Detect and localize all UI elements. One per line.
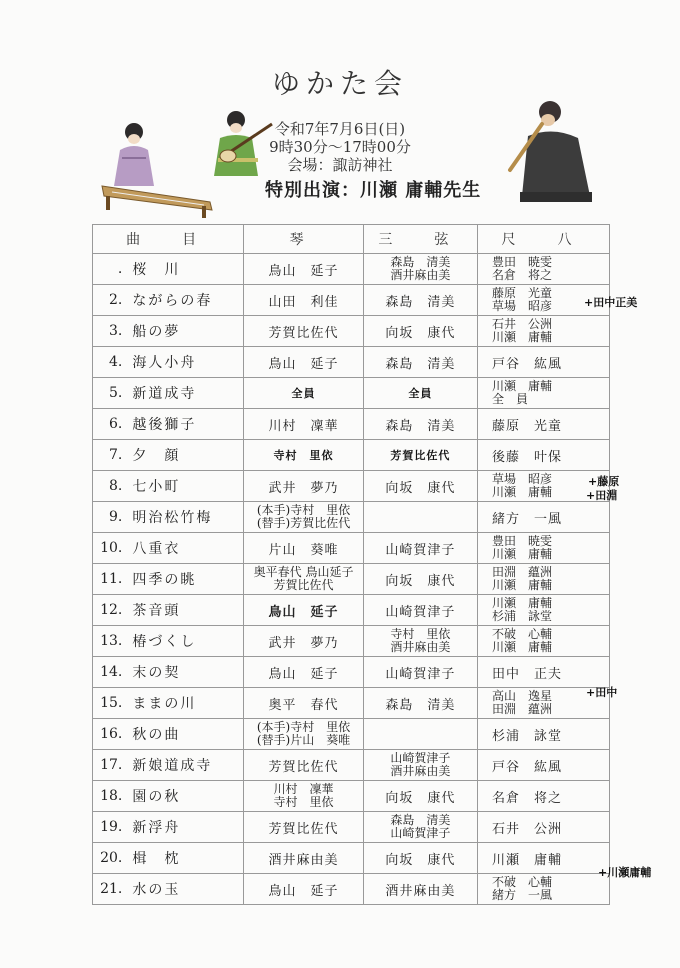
performer-name: 森島 清美 [385, 418, 456, 434]
row-number: 8. [93, 471, 127, 502]
koto-cell [244, 781, 363, 812]
shakuhachi-cell [478, 440, 610, 471]
row-number: 16. [93, 719, 127, 750]
special-guest: 特別出演：川瀬 庸輔先生 [265, 180, 482, 201]
song-title: 七小町 [126, 471, 244, 502]
page-title: ゆかた会 [271, 67, 408, 100]
performer-name: 石井 公洲 [492, 317, 553, 331]
shakuhachi-cell [478, 874, 610, 905]
song-title: 園の秋 [126, 781, 244, 812]
song-title: 椿づくし [126, 626, 244, 657]
row-number: 19. [93, 812, 127, 843]
row-number: 21. [93, 874, 127, 905]
song-title: 海人小舟 [126, 347, 244, 378]
koto-cell [244, 285, 363, 316]
row-number: 9. [93, 502, 127, 533]
song-title: 末の契 [126, 657, 244, 688]
shamisen-cell [363, 285, 477, 316]
song-title: 越後獅子 [126, 409, 244, 440]
performer-name: 後藤 叶保 [492, 449, 563, 465]
shakuhachi-cell [478, 347, 610, 378]
table-row [93, 812, 610, 843]
song-title: 新浮舟 [126, 812, 244, 843]
shamisen-cell [363, 750, 477, 781]
table-row [93, 409, 610, 440]
koto-cell [244, 657, 363, 688]
shamisen-cell [363, 657, 477, 688]
performer-name: 田淵 蘊洲 [492, 565, 553, 579]
performer-name: 高山 逸星 [492, 689, 553, 703]
table-row [93, 440, 610, 471]
shamisen-cell [363, 471, 477, 502]
performer-name: 芳賀比佐代 [390, 449, 451, 462]
shakuhachi-player-illustration [498, 96, 598, 206]
performer-name: 芳賀比佐代 [273, 578, 334, 592]
header-song: 曲 目 [93, 225, 244, 254]
added-performer-note: +田中正美 [584, 296, 638, 309]
koto-cell [244, 564, 363, 595]
performer-name: 酒井麻由美 [268, 852, 339, 868]
table-row [93, 688, 610, 719]
koto-cell [244, 378, 363, 409]
performer-name: 全 員 [492, 392, 529, 406]
row-number: 13. [93, 626, 127, 657]
shakuhachi-cell [478, 843, 610, 874]
added-performer-note: +田中 [586, 686, 618, 699]
performer-name: 武井 夢乃 [268, 635, 339, 651]
koto-cell [244, 316, 363, 347]
song-title: 楫 枕 [126, 843, 244, 874]
performer-name: 片山 葵唯 [268, 542, 339, 558]
performer-name: 鳥山 延子 [268, 883, 339, 899]
row-number: 4. [93, 347, 127, 378]
performer-name: 奥平 春代 [268, 697, 339, 713]
performer-name: (本手)寺村 里依 [256, 720, 351, 734]
shamisen-cell [363, 409, 477, 440]
song-title: 新道成寺 [126, 378, 244, 409]
table-row [93, 781, 610, 812]
performer-name: 芳賀比佐代 [268, 821, 339, 837]
performer-name: 杉浦 詠堂 [492, 728, 563, 744]
koto-cell [244, 595, 363, 626]
song-title: ままの川 [126, 688, 244, 719]
performer-name: 緒方 一風 [492, 888, 553, 902]
table-row [93, 347, 610, 378]
performer-name: 藤原 光童 [492, 286, 553, 300]
song-title: 桜 川 [126, 254, 244, 285]
performer-name: 川瀬 庸輔 [492, 852, 563, 868]
performer-name: 酒井麻由美 [385, 883, 456, 899]
table-row [93, 502, 610, 533]
shamisen-cell [363, 843, 477, 874]
performer-name: 川瀬 庸輔 [492, 330, 553, 344]
shamisen-cell [363, 812, 477, 843]
koto-cell [244, 719, 363, 750]
row-number: 18. [93, 781, 127, 812]
performer-name: 名倉 将之 [492, 268, 553, 282]
performer-name: 山崎賀津子 [385, 542, 456, 558]
shakuhachi-cell [478, 533, 610, 564]
koto-cell [244, 502, 363, 533]
shakuhachi-cell [478, 378, 610, 409]
table-row [93, 378, 610, 409]
shakuhachi-cell [478, 564, 610, 595]
koto-cell [244, 254, 363, 285]
performer-name: 酒井麻由美 [390, 764, 451, 778]
table-row [93, 285, 610, 316]
performer-name: 山崎賀津子 [385, 666, 456, 682]
performer-name: (替手)芳賀比佐代 [256, 516, 351, 530]
performer-name: 森島 清美 [390, 255, 451, 269]
performer-name: 戸谷 紘風 [492, 759, 563, 775]
performer-name: 名倉 将之 [492, 790, 563, 806]
row-number: 20. [93, 843, 127, 874]
row-number: 11. [93, 564, 127, 595]
performer-name: 向坂 康代 [385, 790, 456, 806]
performer-name: (替手)片山 葵唯 [256, 733, 351, 747]
table-row [93, 626, 610, 657]
table-row [93, 719, 610, 750]
table-body [93, 254, 610, 905]
shamisen-cell [363, 378, 477, 409]
song-title: 八重衣 [126, 533, 244, 564]
performer-name: 田淵 蘊洲 [492, 702, 553, 716]
performer-name: 向坂 康代 [385, 573, 456, 589]
performer-name: 鳥山 延子 [268, 356, 339, 372]
performer-name: 杉浦 詠堂 [492, 609, 553, 623]
shakuhachi-cell [478, 657, 610, 688]
shakuhachi-cell [478, 254, 610, 285]
shamisen-cell [363, 533, 477, 564]
shamisen-cell [363, 502, 477, 533]
performer-name: 奥平春代 鳥山延子 [253, 565, 354, 579]
shamisen-cell [363, 688, 477, 719]
performer-name: 豊田 暁雯 [492, 534, 553, 548]
shamisen-cell [363, 564, 477, 595]
koto-player-figure [114, 123, 154, 186]
performer-name: 山田 利佳 [268, 294, 339, 310]
performer-name: (本手)寺村 里依 [256, 503, 351, 517]
performer-name: 森島 清美 [390, 813, 451, 827]
shamisen-cell [363, 719, 477, 750]
shakuhachi-cell [478, 409, 610, 440]
table-row [93, 874, 610, 905]
event-venue: 会場：諏訪神社 [287, 156, 393, 174]
program-table [92, 224, 610, 905]
row-number: 12. [93, 595, 127, 626]
performer-name: 鳥山 延子 [268, 666, 339, 682]
performer-name: 寺村 里依 [390, 627, 451, 641]
shakuhachi-cell [478, 595, 610, 626]
shamisen-cell [363, 874, 477, 905]
shamisen-cell [363, 347, 477, 378]
koto-instrument [102, 186, 212, 218]
performer-name: 鳥山 延子 [268, 263, 339, 279]
performer-name: 芳賀比佐代 [268, 325, 339, 341]
shamisen-cell [363, 254, 477, 285]
performer-name: 草場 昭彦 [492, 472, 553, 486]
koto-cell [244, 626, 363, 657]
performer-name: 川村 凜華 [268, 418, 339, 434]
row-number: 10. [93, 533, 127, 564]
row-number: 7. [93, 440, 127, 471]
song-title: 船の夢 [126, 316, 244, 347]
performer-name: 鳥山 延子 [268, 604, 339, 620]
koto-cell [244, 843, 363, 874]
performer-name: 芳賀比佐代 [268, 759, 339, 775]
table-row [93, 316, 610, 347]
performer-name: 酒井麻由美 [390, 268, 451, 282]
table-row [93, 843, 610, 874]
table-header-row [93, 225, 610, 254]
shamisen-player-illustration [200, 108, 280, 188]
header-shakuhachi: 尺 八 [478, 225, 610, 254]
row-number: 5. [93, 378, 127, 409]
performer-name: 森島 清美 [385, 294, 456, 310]
performer-name: 不破 心輔 [492, 627, 553, 641]
song-title: 茶音頭 [126, 595, 244, 626]
song-title: 夕 顔 [126, 440, 244, 471]
performer-name: 武井 夢乃 [268, 480, 339, 496]
koto-cell [244, 874, 363, 905]
koto-cell [244, 347, 363, 378]
performer-name: 川瀬 庸輔 [492, 596, 553, 610]
koto-cell [244, 688, 363, 719]
added-performer-note: +田淵 [586, 489, 618, 502]
performer-name: 向坂 康代 [385, 852, 456, 868]
performer-name: 全員 [291, 387, 316, 400]
row-number: 14. [93, 657, 127, 688]
shamisen-cell [363, 781, 477, 812]
performer-name: 石井 公洲 [492, 821, 563, 837]
performer-name: 寺村 里依 [273, 795, 334, 809]
koto-cell [244, 533, 363, 564]
performer-name: 山崎賀津子 [390, 826, 451, 840]
shakuhachi-cell [478, 812, 610, 843]
table-row [93, 750, 610, 781]
shamisen-cell [363, 440, 477, 471]
performer-name: 川瀬 庸輔 [492, 485, 553, 499]
song-title: 四季の眺 [126, 564, 244, 595]
song-title: 明治松竹梅 [126, 502, 244, 533]
shakuhachi-cell [478, 781, 610, 812]
table-row [93, 533, 610, 564]
shakuhachi-cell [478, 750, 610, 781]
performer-name: 酒井麻由美 [390, 640, 451, 654]
row-number: 6. [93, 409, 127, 440]
row-number: 2. [93, 285, 127, 316]
table-row [93, 471, 610, 502]
koto-cell [244, 409, 363, 440]
performer-name: 向坂 康代 [385, 325, 456, 341]
table-row [93, 657, 610, 688]
performer-name: 全員 [408, 387, 433, 400]
song-title: 水の玉 [126, 874, 244, 905]
koto-cell [244, 750, 363, 781]
performer-name: 森島 清美 [385, 697, 456, 713]
performer-name: 向坂 康代 [385, 480, 456, 496]
performer-name: 川瀬 庸輔 [492, 547, 553, 561]
performer-name: 緒方 一風 [492, 511, 563, 527]
performer-name: 不破 心輔 [492, 875, 553, 889]
performer-name: 草場 昭彦 [492, 299, 553, 313]
shakuhachi-cell [478, 316, 610, 347]
added-performer-note: +藤原 [588, 475, 620, 488]
performer-name: 川瀬 庸輔 [492, 379, 553, 393]
table-row [93, 254, 610, 285]
row-number: 3. [93, 316, 127, 347]
performer-name: 川瀬 庸輔 [492, 578, 553, 592]
performer-name: 森島 清美 [385, 356, 456, 372]
performer-name: 豊田 暁雯 [492, 255, 553, 269]
performer-name: 田中 正夫 [492, 666, 563, 682]
event-time: 9時30分～17時00分 [269, 138, 411, 156]
shakuhachi-cell [478, 502, 610, 533]
table-row [93, 564, 610, 595]
performer-name: 川瀬 庸輔 [492, 640, 553, 654]
song-title: ながらの春 [126, 285, 244, 316]
performer-name: 藤原 光童 [492, 418, 563, 434]
row-number: 17. [93, 750, 127, 781]
shakuhachi-cell [478, 626, 610, 657]
shamisen-cell [363, 595, 477, 626]
event-date: 令和7年7月6日(日) [274, 120, 406, 138]
added-performer-note: +川瀬庸輔 [598, 866, 652, 879]
header-shamisen: 三 弦 [363, 225, 477, 254]
table-row [93, 595, 610, 626]
performer-name: 寺村 里依 [273, 449, 334, 462]
song-title: 新娘道成寺 [126, 750, 244, 781]
header-koto: 琴 [244, 225, 363, 254]
performer-name: 川村 凜華 [273, 782, 334, 796]
performer-name: 山崎賀津子 [385, 604, 456, 620]
performer-name: 山崎賀津子 [390, 751, 451, 765]
performer-name: 戸谷 紘風 [492, 356, 563, 372]
koto-cell [244, 440, 363, 471]
koto-cell [244, 471, 363, 502]
koto-cell [244, 812, 363, 843]
shamisen-cell [363, 316, 477, 347]
row-number: 15. [93, 688, 127, 719]
shamisen-cell [363, 626, 477, 657]
row-number: . [93, 254, 127, 285]
shakuhachi-cell [478, 719, 610, 750]
song-title: 秋の曲 [126, 719, 244, 750]
